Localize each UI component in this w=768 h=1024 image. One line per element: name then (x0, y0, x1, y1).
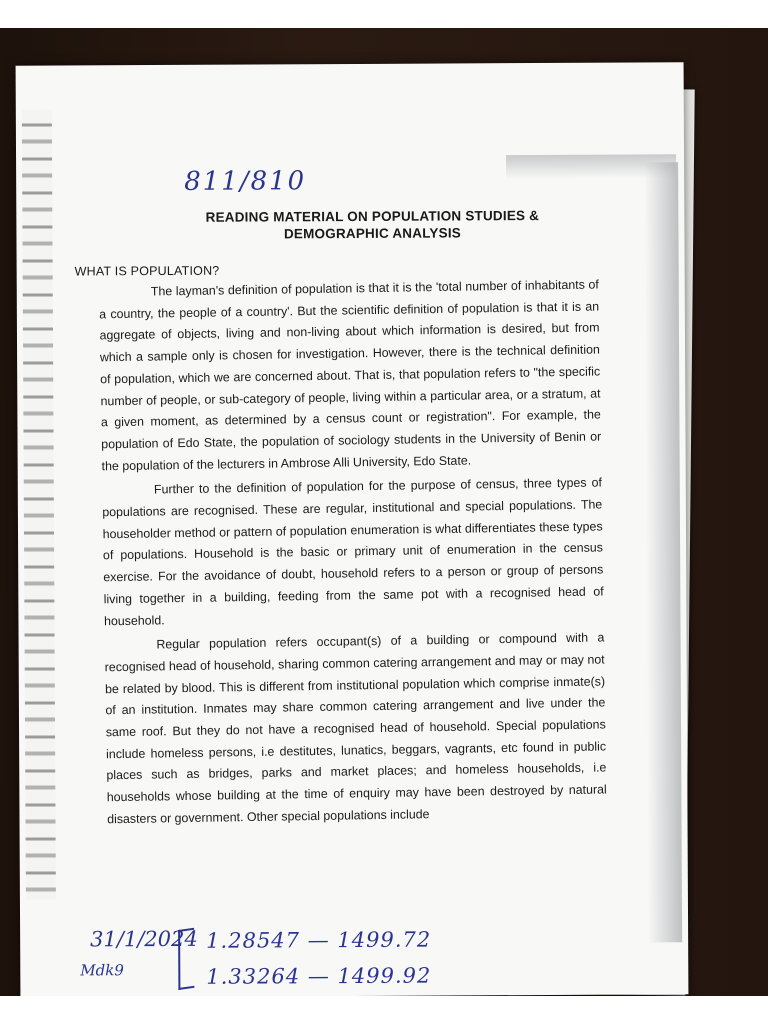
paragraph-regular: Regular population refers occupant(s) of a building or compound with a recognised head of household, sharing common catering arrangement and may or may not be related by blood. This is different from institutional population which comprise inmate(s) of an institution. Inmates may share common catering arrangement and live under the same roof. But they do not have a recognised head of household. Special populations include homeless persons, i.e destitutes, lunatics, beggars, vagrants, etc found in public places such as bridges, parks and market places; and homeless households, i.e households whose building at the time of enquiry may have been destroyed by natural disasters or government. Other special populations include (104, 630, 607, 827)
handwritten-date: 31/1/2024 (90, 926, 198, 952)
title-line-2: DEMOGRAPHIC ANALYSIS (283, 225, 462, 242)
section-heading: WHAT IS POPULATION? (74, 263, 220, 279)
handwritten-bracket (178, 928, 194, 990)
paragraph-types: Further to the definition of population for the purpose of census, three types of populations are recognised. These are regular, institutional and special populations. The householder method or pattern of population enumeration is what differentiates these types of populations. Household is the basic or primary unit of enumeration in the census exercise. For the avoidance of doubt, household refers to a person or group of persons living together in a building, feeding from the same pot with a recognised head of household. (102, 475, 604, 628)
document-page (16, 62, 689, 996)
handwritten-reference: 811/810 (184, 166, 307, 197)
handwritten-figure-1: 1.28547 — 1499.72 (206, 927, 432, 953)
handwritten-initials: Mdk9 (80, 961, 124, 980)
document-title (100, 206, 644, 243)
body-text (99, 274, 608, 833)
photo-background (0, 28, 768, 996)
scan-smudge (506, 154, 676, 179)
page-shadow (644, 162, 682, 942)
paragraph-definition: The layman's definition of population is that it is the 'total number of inhabitants of a country, the people of a country'. But the scientific definition of population is that it is an aggregate of objects, living and non-living about which information is desired, but from which a sample only is chosen for investigation. However, there is the technical definition of population, which we are concerned about. That is, that population refers to "the specific number of people, or sub-category of people, living within a particular area, or a stratum, at a given moment, as determined by a census count or registration". For example, the population of Edo State, the population of sociology students in the University of Benin or the population of the lecturers in Ambrose Alli University, Edo State. (99, 277, 602, 473)
handwritten-figure-2: 1.33264 — 1499.92 (206, 963, 432, 989)
binding-edge (22, 110, 56, 900)
title-line-1: READING MATERIAL ON POPULATION STUDIES & (205, 208, 540, 225)
